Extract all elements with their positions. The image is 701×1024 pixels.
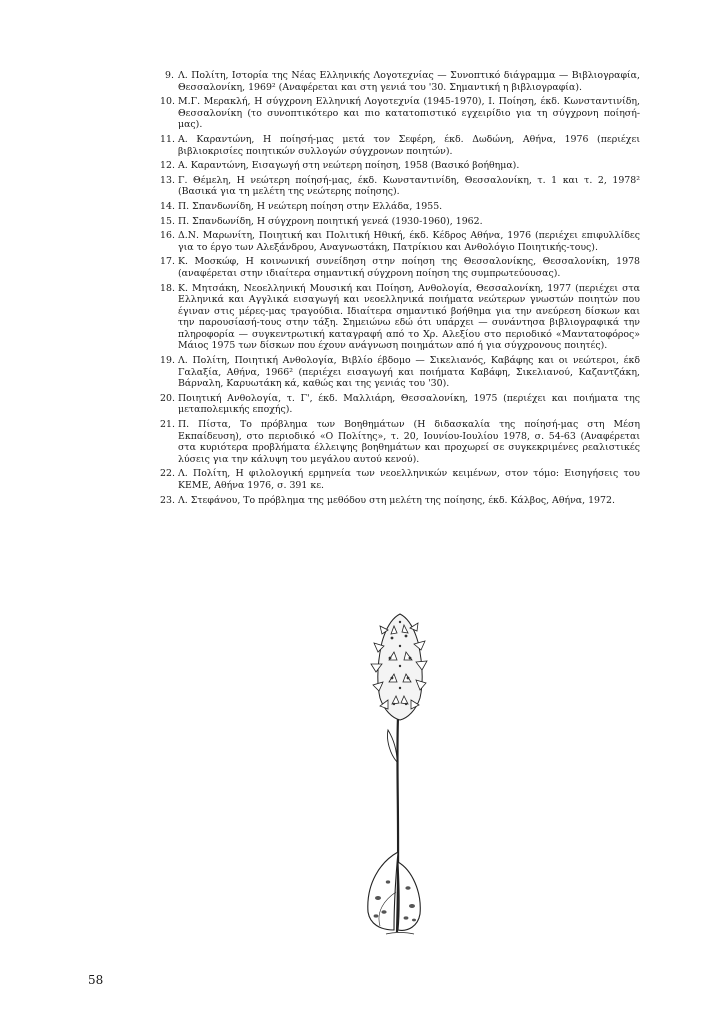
reference-text: Α. Καραντώνη, Η ποίησή-μας μετά τον Σεφέρη, έκδ. Δωδώνη, Αθήνα, 1976 (περιέχει βιβλιοκρισίες ποιητικών συλλογών σύγχρονων ποιητών). [178,133,640,157]
reference-number: 14 . [160,201,174,213]
reference-number: 21 . [160,419,174,431]
reference-text: Κ. Μητσάκη, Νεοελληνική Μουσική και Ποίηση, Ανθολογία, Θεσσαλονίκη, 1977 (περιέχει στα Ελληνικά και Αγγλικά εισαγωγή και νεοελληνικά ποιήματα νεώτερων γνωστών ποιητών που έγιναν στις μέρες-μας τραγούδια. Ιδιαίτερα σημαντικό βοήθημα για την ανεύρεση δίσκων και την παρουσίασή-τους στην τάξη. Σημειώνω εδώ ότι υπάρχει — συνάντησα βιβλιογραφικά την πληροφορία — συγκεντρωτική καταγραφή από το Χρ. Αλεξίου στο περιοδικό «Μαντατοφόρος» Μάιος 1975 των δίσκων που έχουν ανάγνωση ποιημάτων από ή για σύγχρονους ποιητές). [178,282,640,352]
reference-text: Ποιητική Ανθολογία, τ. Γ', έκδ. Μαλλιάρη, Θεσσαλονίκη, 1975 (περιέχει και ποιήματα της μεταπολεμικής εποχής). [178,392,640,416]
reference-item [160,468,640,491]
reference-text: Μ.Γ. Μερακλή, Η σύγχρονη Ελληνική Λογοτεχνία (1945-1970), Ι. Ποίηση, έκδ. Κωνσταντινίδη, Θεσσαλονίκη (το συνοπτικότερο και πιο κατατοπιστικό εγχειρίδιο για τη σύγχρονη ποίησή-μας). [178,96,640,131]
reference-number: 19 . [160,355,174,367]
reference-item [160,96,640,131]
reference-item [160,160,640,172]
reference-text: Α. Καραντώνη, Εισαγωγή στη νεώτερη ποίηση, 1958 (Βασικό βοήθημα). [178,160,520,172]
reference-text: Π. Πίστα, Το πρόβλημα των Βοηθημάτων (Η διδασκαλία της ποίησή-μας στη Μέση Εκπαίδευση), στο περιοδικό «Ο Πολίτης», τ. 20, Ιουνίου-Ιουλίου 1978, σ. 54-63 (Αναφέρεται στα κυριότερα προβλήματα έλλειψης βοηθημάτων και προχωρεί σε συγκεκριμένες ρεαλιστικές λύσεις για την κάλυψη του μεγάλου αυτού κενού). [178,419,640,465]
reference-number: 10 . [160,96,174,108]
reference-number: 23 . [160,495,174,507]
reference-text: Λ. Πολίτη, Ιστορία της Νέας Ελληνικής Λογοτεχνίας — Συνοπτικό διάγραμμα — Βιβλιογραφία, Θεσσαλονίκη, 1969² (Αναφέρεται και στη γενιά του '30. Σημαντική η βιβλιογραφία). [178,70,640,93]
reference-item [160,393,640,416]
reference-text: Π. Σπανδωνίδη, Η σύγχρονη ποιητική γενεά (1930-1960), 1962. [178,215,483,227]
reference-item [160,495,640,507]
reference-number: 9 . [160,70,174,82]
reference-number: 20 . [160,393,174,405]
reference-number: 22 . [160,468,174,480]
reference-number: 13 . [160,175,174,187]
reference-item [160,70,640,93]
reference-text: Λ. Πολίτη, Η φιλολογική ερμηνεία των νεοελληνικών κειμένων, στον τόμο: Εισηγήσεις του ΚΕΜΕ, Αθήνα 1976, σ. 391 κε. [178,468,640,491]
page-number: 58 [88,973,104,987]
reference-text: Δ.Ν. Μαρωνίτη, Ποιητική και Πολιτική Ηθική, έκδ. Κέδρος Αθήνα, 1976 (περιέχει επιφυλλίδες για το έργο των Αλεξάνδρου, Αναγνωστάκη, Πατρίκιου και Ανθολόγιο Ποιητικής-τους). [178,230,640,253]
reference-item [160,256,640,279]
reference-text: Π. Σπανδωνίδη, Η νεώτερη ποίηση στην Ελλάδα, 1955. [178,200,443,212]
reference-item [160,216,640,228]
reference-text: Λ. Στεφάνου, Το πρόβλημα της μεθόδου στη μελέτη της ποίησης, έκδ. Κάλβος, Αθήνα, 1972. [178,494,615,506]
reference-item [160,355,640,390]
reference-text: Λ. Πολίτη, Ποιητική Ανθολογία, Βιβλίο έβδομο — Σικελιανός, Καβάφης και οι νεώτεροι, έκδ Γαλαξία, Αθήνα, 1966² (περιέχει εισαγωγή και ποιήματα Καβάφη, Σικελιανού, Καζαντζάκη, Βάρναλη, Καρυωτάκη κά, καθώς και της γενιάς του '30). [178,355,640,390]
reference-list [160,70,640,509]
reference-item [160,230,640,253]
reference-number: 12 . [160,160,174,172]
reference-item [160,201,640,213]
reference-item [160,283,640,353]
reference-item [160,419,640,465]
reference-item [160,175,640,198]
reference-item [160,134,640,157]
reference-text: Γ. Θέμελη, Η νεώτερη ποίησή-μας, έκδ. Κωνσταντινίδη, Θεσσαλονίκη, τ. 1 και τ. 2, 1978² (Βασικά για τη μελέτη της νεώτερης ποίησης). [178,174,640,198]
orchid-illustration [350,612,450,942]
reference-number: 17 . [160,256,174,268]
reference-text: Κ. Μοσκώφ, Η κοινωνική συνείδηση στην ποίηση της Θεσσαλονίκης, Θεσσαλονίκη, 1978 (αναφέρεται στην ιδιαίτερα σημαντική σύγχρονη ποίηση της συμπρωτεύουσας). [178,256,640,279]
reference-number: 11 . [160,134,174,146]
reference-number: 15 . [160,216,174,228]
reference-number: 16 . [160,230,174,242]
reference-number: 18 . [160,283,174,295]
